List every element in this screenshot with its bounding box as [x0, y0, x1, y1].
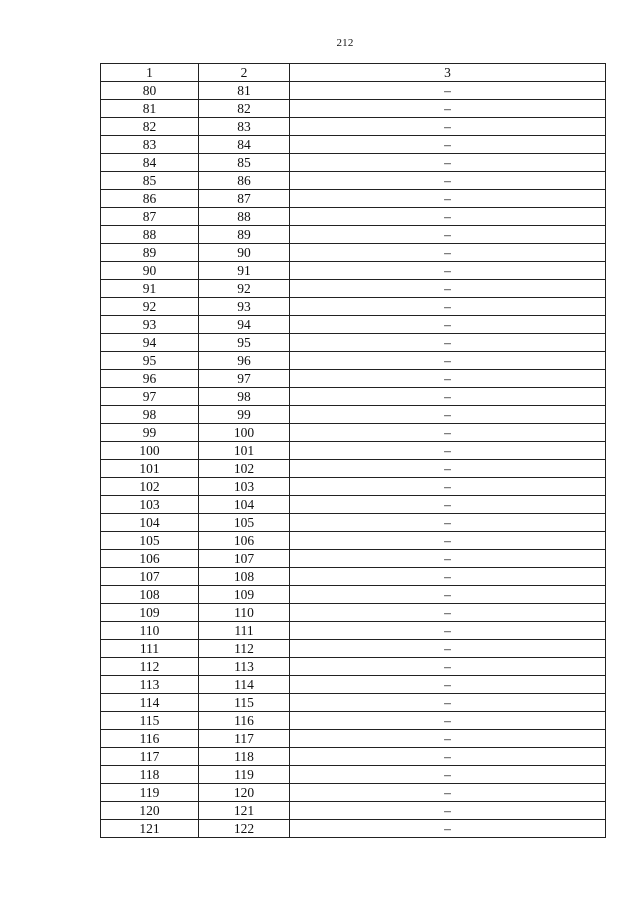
- table-row: [101, 460, 606, 478]
- data-table: [100, 63, 606, 838]
- table-cell-col-1: 121: [101, 820, 199, 838]
- table-cell-col-1: 100: [101, 442, 199, 460]
- table-cell-col-2: 84: [199, 136, 290, 154]
- table-cell-col-2: 114: [199, 676, 290, 694]
- table-cell-col-1: 90: [101, 262, 199, 280]
- table-cell-col-2: 107: [199, 550, 290, 568]
- table-cell-col-2: 110: [199, 604, 290, 622]
- table-cell-col-3: –: [290, 586, 606, 604]
- column-header-3: 3: [290, 64, 606, 82]
- table-row: [101, 784, 606, 802]
- table-cell-col-2: 93: [199, 298, 290, 316]
- table-cell-col-3: –: [290, 442, 606, 460]
- table-row: [101, 154, 606, 172]
- table-row: [101, 352, 606, 370]
- table-cell-col-3: –: [290, 136, 606, 154]
- table-cell-col-3: –: [290, 496, 606, 514]
- table-cell-col-3: –: [290, 622, 606, 640]
- table-cell-col-3: –: [290, 190, 606, 208]
- table-row: [101, 604, 606, 622]
- table-row: [101, 424, 606, 442]
- table-cell-col-3: –: [290, 172, 606, 190]
- table-cell-col-2: 87: [199, 190, 290, 208]
- table-cell-col-3: –: [290, 712, 606, 730]
- table-cell-col-3: –: [290, 532, 606, 550]
- table-row: [101, 136, 606, 154]
- table-cell-col-2: 120: [199, 784, 290, 802]
- table-cell-col-3: –: [290, 100, 606, 118]
- table-row: [101, 334, 606, 352]
- table-cell-col-2: 94: [199, 316, 290, 334]
- header-row: [101, 64, 606, 82]
- table-row: [101, 406, 606, 424]
- table-cell-col-1: 111: [101, 640, 199, 658]
- table-cell-col-3: –: [290, 370, 606, 388]
- table-cell-col-1: 104: [101, 514, 199, 532]
- table-cell-col-2: 109: [199, 586, 290, 604]
- table-row: [101, 118, 606, 136]
- table-cell-col-2: 105: [199, 514, 290, 532]
- table-cell-col-1: 114: [101, 694, 199, 712]
- table-cell-col-2: 108: [199, 568, 290, 586]
- table-cell-col-2: 115: [199, 694, 290, 712]
- table-cell-col-1: 120: [101, 802, 199, 820]
- table-cell-col-3: –: [290, 154, 606, 172]
- table-cell-col-3: –: [290, 514, 606, 532]
- table-cell-col-3: –: [290, 280, 606, 298]
- table-cell-col-1: 118: [101, 766, 199, 784]
- table-cell-col-1: 103: [101, 496, 199, 514]
- table-cell-col-2: 99: [199, 406, 290, 424]
- table-cell-col-1: 91: [101, 280, 199, 298]
- table-cell-col-3: –: [290, 460, 606, 478]
- table-row: [101, 478, 606, 496]
- table-cell-col-2: 106: [199, 532, 290, 550]
- table-row: [101, 622, 606, 640]
- table-cell-col-3: –: [290, 208, 606, 226]
- table-cell-col-1: 119: [101, 784, 199, 802]
- table-body: [101, 82, 606, 838]
- table-cell-col-1: 80: [101, 82, 199, 100]
- table-cell-col-2: 112: [199, 640, 290, 658]
- table-row: [101, 712, 606, 730]
- table-cell-col-1: 85: [101, 172, 199, 190]
- table-row: [101, 82, 606, 100]
- table-cell-col-3: –: [290, 568, 606, 586]
- table-row: [101, 190, 606, 208]
- table-cell-col-1: 110: [101, 622, 199, 640]
- table-cell-col-3: –: [290, 352, 606, 370]
- table-cell-col-1: 108: [101, 586, 199, 604]
- table-cell-col-1: 102: [101, 478, 199, 496]
- table-row: [101, 442, 606, 460]
- table-cell-col-1: 84: [101, 154, 199, 172]
- table-cell-col-1: 117: [101, 748, 199, 766]
- table-cell-col-1: 105: [101, 532, 199, 550]
- table-cell-col-3: –: [290, 802, 606, 820]
- table-cell-col-1: 89: [101, 244, 199, 262]
- table-cell-col-3: –: [290, 118, 606, 136]
- table-row: [101, 532, 606, 550]
- table-row: [101, 748, 606, 766]
- page-number: 212: [336, 37, 354, 49]
- table-cell-col-2: 89: [199, 226, 290, 244]
- table-row: [101, 550, 606, 568]
- table-row: [101, 208, 606, 226]
- table-row: [101, 262, 606, 280]
- table-cell-col-2: 88: [199, 208, 290, 226]
- table-cell-col-3: –: [290, 676, 606, 694]
- table-cell-col-3: –: [290, 658, 606, 676]
- table-cell-col-3: –: [290, 820, 606, 838]
- table-row: [101, 676, 606, 694]
- table-cell-col-2: 104: [199, 496, 290, 514]
- table-cell-col-2: 82: [199, 100, 290, 118]
- table-cell-col-3: –: [290, 406, 606, 424]
- table-cell-col-3: –: [290, 244, 606, 262]
- table-cell-col-2: 95: [199, 334, 290, 352]
- table-row: [101, 802, 606, 820]
- table-cell-col-2: 85: [199, 154, 290, 172]
- column-header-1: 1: [101, 64, 199, 82]
- table-cell-col-3: –: [290, 388, 606, 406]
- table-cell-col-1: 87: [101, 208, 199, 226]
- table-cell-col-2: 86: [199, 172, 290, 190]
- table-cell-col-1: 99: [101, 424, 199, 442]
- table-cell-col-2: 91: [199, 262, 290, 280]
- table-cell-col-1: 82: [101, 118, 199, 136]
- table-cell-col-1: 107: [101, 568, 199, 586]
- table-row: [101, 298, 606, 316]
- table-row: [101, 226, 606, 244]
- table-cell-col-1: 106: [101, 550, 199, 568]
- table-cell-col-1: 98: [101, 406, 199, 424]
- table-cell-col-2: 118: [199, 748, 290, 766]
- table-row: [101, 586, 606, 604]
- table-cell-col-2: 98: [199, 388, 290, 406]
- table-cell-col-2: 119: [199, 766, 290, 784]
- table-row: [101, 244, 606, 262]
- table-row: [101, 100, 606, 118]
- table-cell-col-1: 113: [101, 676, 199, 694]
- table-cell-col-1: 101: [101, 460, 199, 478]
- table-cell-col-3: –: [290, 604, 606, 622]
- table-cell-col-3: –: [290, 82, 606, 100]
- table-row: [101, 370, 606, 388]
- table-row: [101, 280, 606, 298]
- table-cell-col-1: 116: [101, 730, 199, 748]
- table-cell-col-1: 97: [101, 388, 199, 406]
- table-row: [101, 640, 606, 658]
- table-row: [101, 496, 606, 514]
- table-cell-col-1: 88: [101, 226, 199, 244]
- table-cell-col-2: 117: [199, 730, 290, 748]
- table-cell-col-1: 94: [101, 334, 199, 352]
- table-row: [101, 388, 606, 406]
- table-cell-col-1: 92: [101, 298, 199, 316]
- table-row: [101, 316, 606, 334]
- table-cell-col-2: 81: [199, 82, 290, 100]
- table-cell-col-3: –: [290, 334, 606, 352]
- table-cell-col-2: 121: [199, 802, 290, 820]
- table-cell-col-3: –: [290, 262, 606, 280]
- table-cell-col-2: 96: [199, 352, 290, 370]
- table-cell-col-1: 95: [101, 352, 199, 370]
- table-row: [101, 514, 606, 532]
- table-cell-col-1: 86: [101, 190, 199, 208]
- table-row: [101, 658, 606, 676]
- table-cell-col-2: 83: [199, 118, 290, 136]
- table-cell-col-3: –: [290, 478, 606, 496]
- column-header-2: 2: [199, 64, 290, 82]
- table-cell-col-2: 113: [199, 658, 290, 676]
- table-cell-col-3: –: [290, 748, 606, 766]
- table-cell-col-3: –: [290, 550, 606, 568]
- table-cell-col-2: 97: [199, 370, 290, 388]
- table-cell-col-1: 93: [101, 316, 199, 334]
- table-cell-col-3: –: [290, 730, 606, 748]
- table-cell-col-3: –: [290, 766, 606, 784]
- table-cell-col-1: 112: [101, 658, 199, 676]
- table-row: [101, 172, 606, 190]
- table-cell-col-2: 100: [199, 424, 290, 442]
- table-cell-col-3: –: [290, 640, 606, 658]
- table-cell-col-2: 116: [199, 712, 290, 730]
- table-cell-col-2: 122: [199, 820, 290, 838]
- table-cell-col-2: 92: [199, 280, 290, 298]
- table-cell-col-1: 115: [101, 712, 199, 730]
- table-cell-col-1: 109: [101, 604, 199, 622]
- table-cell-col-2: 90: [199, 244, 290, 262]
- table-cell-col-1: 96: [101, 370, 199, 388]
- table-cell-col-3: –: [290, 784, 606, 802]
- table-row: [101, 568, 606, 586]
- table-cell-col-2: 101: [199, 442, 290, 460]
- table-cell-col-3: –: [290, 694, 606, 712]
- table-row: [101, 766, 606, 784]
- table-cell-col-3: –: [290, 316, 606, 334]
- table-cell-col-2: 103: [199, 478, 290, 496]
- table-row: [101, 694, 606, 712]
- table-cell-col-2: 111: [199, 622, 290, 640]
- table-cell-col-3: –: [290, 424, 606, 442]
- table-row: [101, 820, 606, 838]
- table-cell-col-1: 81: [101, 100, 199, 118]
- table-cell-col-2: 102: [199, 460, 290, 478]
- table-cell-col-1: 83: [101, 136, 199, 154]
- table-cell-col-3: –: [290, 226, 606, 244]
- table-cell-col-3: –: [290, 298, 606, 316]
- table-row: [101, 730, 606, 748]
